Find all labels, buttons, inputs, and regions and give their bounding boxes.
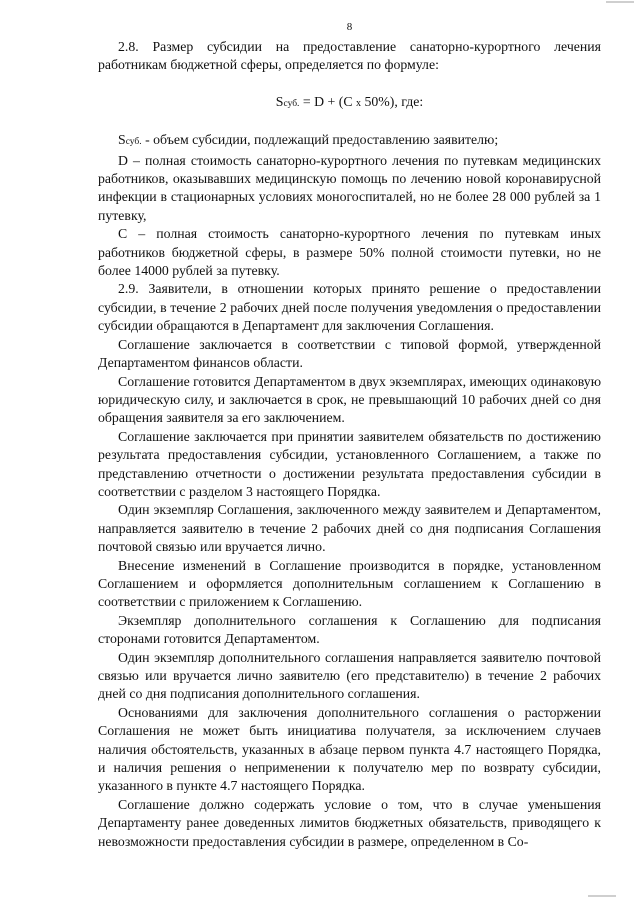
paragraph-2-8-intro: 2.8. Размер субсидии на предоставление санаторно-курортного лечения работникам бюджетной сферы, определяется по формуле: bbox=[98, 39, 601, 73]
definition-s-text: - объем субсидии, подлежащий предоставлению заявителю; bbox=[141, 132, 499, 148]
scan-edge-mark-top bbox=[606, 1, 634, 3]
paragraph-2-9: 2.9. Заявители, в отношении которых принято решение о предоставлении субсидии, в течение 2 рабочих дней после получения уведомления о предоставлении субсидии обращаются в Департамент для заключения Соглашения. bbox=[98, 281, 601, 334]
paragraph-standard-form: Соглашение заключается в соответствии с типовой формой, утвержденной Департаментом финансов области. bbox=[98, 336, 601, 371]
paragraph-obligations: Соглашение заключается при принятии заявителем обязательств по достижению результата предоставления субсидии, установленного Соглашением, а также по представлению отчетности о достижении результата предоставления субсидии в соответствии с разделом 3 настоящего Порядка. bbox=[98, 428, 601, 499]
formula-times-sign: x bbox=[356, 97, 361, 109]
definition-s-symbol: S bbox=[118, 132, 126, 148]
paragraph-termination-grounds: Основаниями для заключения дополнительного соглашения о расторжении Соглашения не может быть инициатива получателя, за исключением случаев наличия обстоятельств, указанных в абзаце первом пункта 4.7 настоящего Порядка, и наличия решения о неприменении к получателю мер по возврату субсидии, указанного в пункте 4.7 настоящего Порядка. bbox=[98, 704, 601, 794]
paragraph-two-copies: Соглашение готовится Департаментом в двух экземплярах, имеющих одинаковую юридическую силу, и заключается в срок, не превышающий 10 рабочих дней со дня обращения заявителя за его заключением. bbox=[98, 373, 602, 426]
paragraph-amendments: Внесение изменений в Соглашение производится в порядке, установленном Соглашением и оформляется дополнительным соглашением к Соглашению в соответствии с приложением к Соглашению. bbox=[98, 557, 601, 610]
scan-edge-mark-bottom bbox=[588, 895, 616, 897]
paragraph-supplementary-prepared: Экземпляр дополнительного соглашения к Соглашению для подписания сторонами готовится Департаментом. bbox=[98, 612, 601, 647]
formula-s-subscript: суб. bbox=[283, 98, 300, 109]
formula-rest: 50%), где: bbox=[361, 93, 424, 109]
page-number: 8 bbox=[346, 21, 353, 33]
definition-c: С – полная стоимость санаторно-курортного лечения по путевкам иных работников бюджетной сферы, в размере 50% полной стоимости путевки, но не более 14000 рублей за путевку. bbox=[98, 226, 601, 279]
definition-s bbox=[98, 131, 601, 151]
definition-s-subscript: суб. bbox=[125, 137, 142, 148]
paragraph-one-copy-sent: Один экземпляр Соглашения, заключенного между заявителем и Департаментом, направляется заявителю в течение 2 рабочих дней со дня подписания Соглашения почтовой связью или вручается лично. bbox=[98, 502, 601, 555]
subsidy-formula bbox=[98, 93, 601, 113]
formula-equals-d: = D + (C bbox=[299, 93, 356, 109]
formula-s-symbol: S bbox=[275, 93, 284, 109]
document-page bbox=[98, 20, 601, 851]
paragraph-limits-reduction: Соглашение должно содержать условие о том, что в случае уменьшения Департаменту ранее доведенных лимитов бюджетных обязательств, приводящего к невозможности предоставления субсидии в размере, определенном в Со- bbox=[98, 796, 601, 849]
definition-d: D – полная стоимость санаторно-курортного лечения по путевкам медицинских работников, оказывавших медицинскую помощь по лечению новой коронавирусной инфекции в стационарных условиях моногоспиталей, но не более 28 000 рублей за 1 путевку, bbox=[98, 152, 601, 223]
paragraph-supplementary-sent: Один экземпляр дополнительного соглашения направляется заявителю почтовой связью или вручается лично заявителю (его представителю) в течение 2 рабочих дней со дня подписания дополнительного соглашения. bbox=[98, 649, 601, 702]
